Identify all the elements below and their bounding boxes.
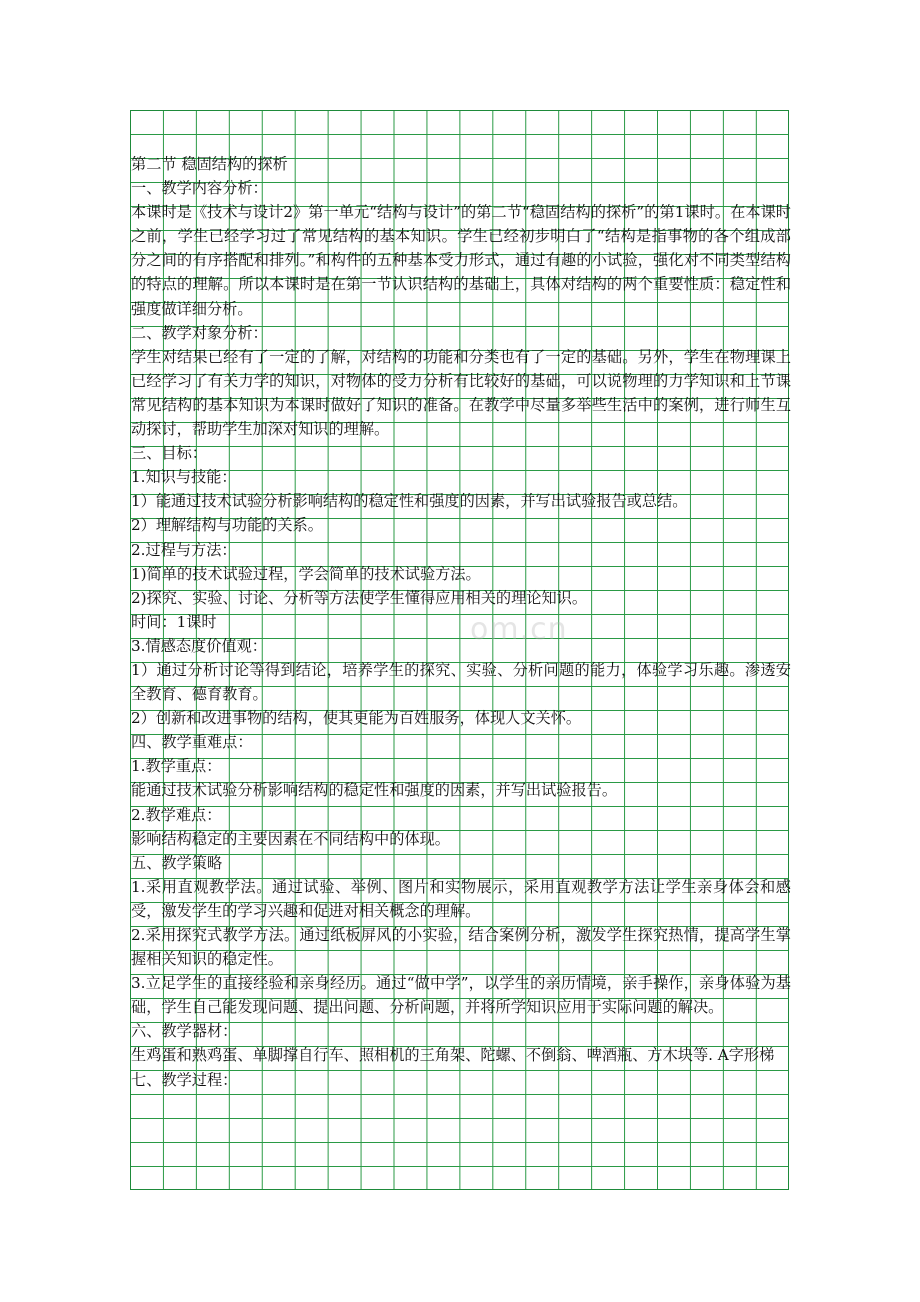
heading-goals: 三、目标： (131, 444, 207, 463)
heading-target-analysis: 二、教学对象分析： (131, 323, 268, 342)
document-body (131, 152, 791, 1092)
goal-attitude-heading: 3.情感态度价值观： (131, 636, 267, 655)
goal-knowledge-heading: 1.知识与技能： (131, 468, 237, 487)
heading-equipment: 六、教学器材： (131, 1022, 238, 1041)
heading-key-points: 四、教学重难点： (131, 733, 253, 752)
paragraph-content-analysis: 本课时是《技术与设计2》第一单元“结构与设计”的第二节“稳固结构的探析”的第1课时。在本课时之前，学生已经学习过了常见结构的基本知识。学生已经初步明白了“结构是指事物的各个组成部分之间的有序搭配和排列。”和构件的五种基本受力形式，通过有趣的小试验，强化对不同类型结构的特点的理解。所以本课时是在第一节认识结构的基础上，具体对结构的两个重要性质：稳定性和强度做详细分析。 (131, 203, 791, 318)
goal-process-item-2: 2)探究、实验、讨论、分析等方法使学生懂得应用相关的理论知识。 (131, 588, 588, 607)
section-title: 第二节 稳固结构的探析 (131, 155, 288, 173)
goal-attitude-item-2: 2）创新和改进事物的结构，使其更能为百姓服务，体现人文关怀。 (131, 709, 582, 728)
strategy-item-2: 2.采用探究式教学方法。通过纸板屏风的小实验，结合案例分析，激发学生探究热情，提高学生掌握相关知识的稳定性。 (131, 926, 791, 969)
key-point-text: 能通过技术试验分析影响结构的稳定性和强度的因素，并写出试验报告。 (131, 781, 617, 800)
strategy-item-3: 3.立足学生的直接经验和亲身经历。通过“做中学”，以学生的亲历情境，亲手操作，亲身体验为基础，学生自己能发现问题、提出问题、分析问题，并将所学知识应用于实际问题的解决。 (131, 974, 791, 1017)
goal-process-item-1: 1)简单的技术试验过程，学会简单的技术试验方法。 (131, 564, 481, 583)
heading-process: 七、教学过程： (131, 1070, 238, 1089)
difficulty-text: 影响结构稳定的主要因素在不同结构中的体现。 (131, 829, 450, 848)
goal-attitude-item-1: 1）通过分析讨论等得到结论，培养学生的探究、实验、分析问题的能力，体验学习乐趣。渗透安全教育、德育教育。 (131, 660, 791, 704)
heading-content-analysis: 一、教学内容分析： (131, 179, 268, 198)
goal-knowledge-item-1: 1）能通过技术试验分析影响结构的稳定性和强度的因素，并写出试验报告或总结。 (131, 492, 688, 511)
equipment-list: 生鸡蛋和熟鸡蛋、单脚撑自行车、照相机的三角架、陀螺、不倒翁、啤酒瓶、方木块等. A字形梯 (131, 1046, 775, 1065)
time-line: 时间：1课时 (131, 612, 217, 631)
heading-strategy: 五、教学策略 (131, 853, 223, 872)
key-point-heading: 1.教学重点： (131, 757, 222, 776)
goal-knowledge-item-2: 2）理解结构与功能的关系。 (131, 516, 323, 535)
paragraph-target-analysis: 学生对结果已经有了一定的了解，对结构的功能和分类也有了一定的基础。另外，学生在物理课上已经学习了有关力学的知识，对物体的受力分析有比较好的基础，可以说物理的力学知识和上节课常见结构的基本知识为本课时做好了知识的准备。在教学中尽量多举些生活中的案例，进行师生互动探讨，帮助学生加深对知识的理解。 (131, 347, 791, 439)
goal-process-heading: 2.过程与方法： (131, 540, 237, 559)
strategy-item-1: 1.采用直观教学法。通过试验、举例、图片和实物展示，采用直观教学方法让学生亲身体会和感受，激发学生的学习兴趣和促进对相关概念的理解。 (131, 877, 791, 920)
watermark: om.cn (470, 612, 568, 647)
difficulty-heading: 2.教学难点： (131, 805, 222, 824)
